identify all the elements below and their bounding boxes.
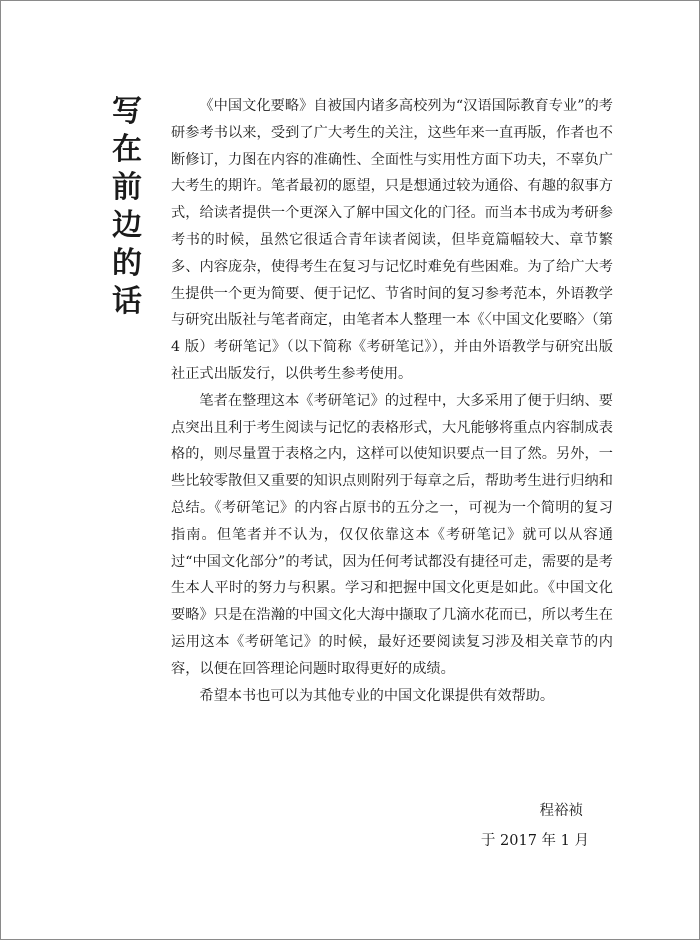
page-title <box>112 93 142 321</box>
signature-date: 于 2017 年 1 月 <box>480 833 589 849</box>
body-text <box>171 93 613 709</box>
title-char: 写 <box>112 94 142 129</box>
title-char: 话 <box>112 284 142 319</box>
author-name: 程裕祯 <box>539 803 583 819</box>
paragraph: 《中国文化要略》自被国内诸多高校列为“汉语国际教育专业”的考研参考书以来，受到了广大考生的关注，这些年来一直再版，作者也不断修订，力图在内容的准确性、全面性与实用性方面下功夫，不辜负广大考生的期许。笔者最初的愿望，只是想通过较为通俗、有趣的叙事方式，给读者提供一个更深入了解中国文化的门径。而当本书成为考研参考书的时候，虽然它很适合青年读者阅读，但毕竟篇幅较大、章节繁多、内容庞杂，使得考生在复习与记忆时难免有些困难。为了给广大考生提供一个更为简要、便于记忆、节省时间的复习参考范本，外语教学与研究出版社与笔者商定，由笔者本人整理一本《〈中国文化要略〉（第 4 版）考研笔记》（以下简称《考研笔记》），并由外语教学与研究出版社正式出版发行，以供考生参考使用。 <box>171 98 613 382</box>
paragraph: 希望本书也可以为其他专业的中国文化课提供有效帮助。 <box>199 687 555 704</box>
title-char: 边 <box>112 208 142 243</box>
title-char: 前 <box>112 170 142 205</box>
title-char: 在 <box>112 132 142 167</box>
signature-block <box>481 796 589 856</box>
title-char: 的 <box>112 246 142 281</box>
paragraph: 笔者在整理这本《考研笔记》的过程中，大多采用了便于归纳、要点突出且利于考生阅读与记忆的表格形式，大凡能够将重点内容制成表格的，则尽量置于表格之内，这样可以使知识要点一目了然。另外，一些比较零散但又重要的知识点则附列于每章之后，帮助考生进行归纳和总结。《考研笔记》的内容占原书的五分之一，可视为一个简明的复习指南。但笔者并不认为，仅仅依靠这本《考研笔记》就可以从容通过“中国文化部分”的考试，因为任何考试都没有捷径可走，需要的是考生本人平时的努力与积累。学习和把握中国文化更是如此。《中国文化要略》只是在浩瀚的中国文化大海中撷取了几滴水花而已，所以考生在运用这本《考研笔记》的时候，最好还要阅读复习涉及相关章节的内容，以便在回答理论问题时取得更好的成绩。 <box>171 392 613 677</box>
